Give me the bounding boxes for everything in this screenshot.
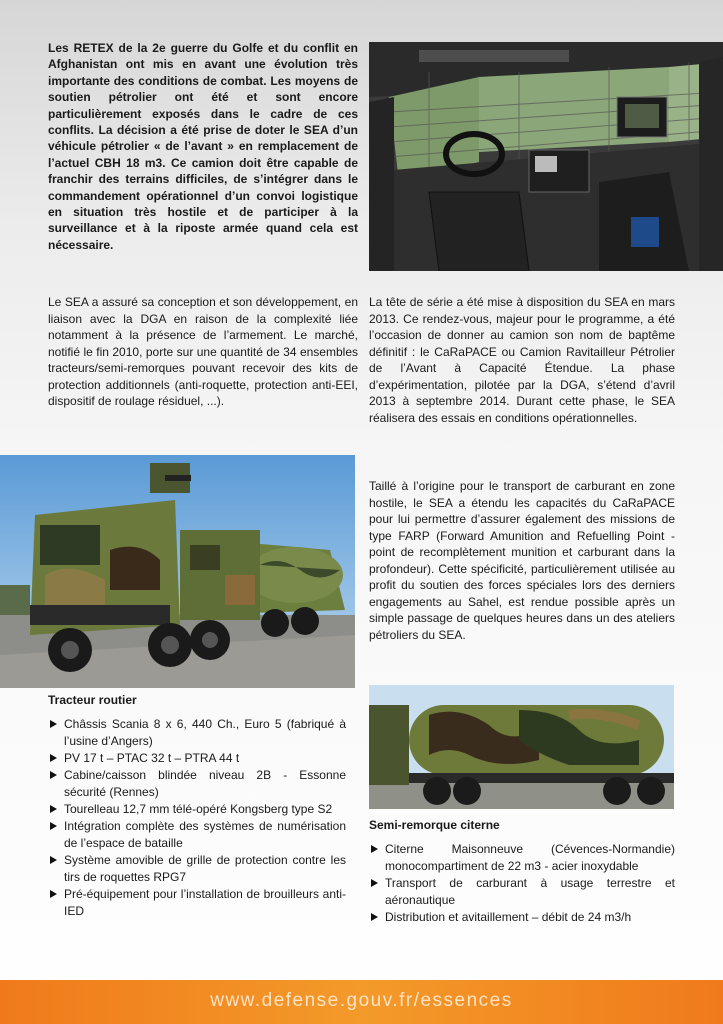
list-item: PV 17 t – PTAC 32 t – PTRA 44 t: [48, 750, 346, 767]
trailer-spec: [369, 818, 675, 926]
list-item: Distribution et avitaillement – débit de 24 m3/h: [369, 909, 675, 926]
trailer-spec-list: [369, 841, 675, 926]
list-item: Citerne Maisonneuve (Cévences-Normandie) monocompartiment de 22 m3 - acier inoxydable: [369, 841, 675, 875]
cabin-interior-photo: [369, 42, 723, 271]
farp-paragraph: Taillé à l’origine pour le transport de carburant en zone hostile, le SEA a étendu les capacités du CaRaPACE pour lui permettre d’assurer également des missions de type FARP (Forward Amunition and Refuelling Point - point de recomplètement munition et carburant dans la profondeur). Cette spécificité, particulièrement utilisée au profit du soutien des forces spéciales lors des derniers engagements au Sahel, est rendue possible après un simple passage de quelques heures dans un des ateliers pétroliers du SEA.: [369, 479, 675, 642]
list-item: Tourelleau 12,7 mm télé-opéré Kongsberg type S2: [48, 801, 346, 818]
list-item: Cabine/caisson blindée niveau 2B - Essonne sécurité (Rennes): [48, 767, 346, 801]
tractor-spec: [48, 693, 346, 920]
tanker-trailer-photo: [369, 685, 674, 809]
development-paragraph: Le SEA a assuré sa conception et son développement, en liaison avec la DGA en raison de la complexité liée notamment à la présence de l’armement. Le marché, notifié le fin 2010, porte sur une quantité de 34 ensembles tracteurs/semi-remorques pouvant recevoir des kits de protection additionnels (anti-roquette, protection anti-EEI, dispositif de roulage résiduel, ...).: [48, 295, 358, 408]
list-item: Intégration complète des systèmes de numérisation de l’espace de bataille: [48, 818, 346, 852]
footer-url-link[interactable]: www.defense.gouv.fr/essences: [210, 990, 513, 1011]
list-item: Châssis Scania 8 x 6, 440 Ch., Euro 5 (fabriqué à l’usine d’Angers): [48, 716, 346, 750]
list-item: Système amovible de grille de protection contre les tirs de roquettes RPG7: [48, 852, 346, 886]
footer-band: [0, 980, 723, 1024]
intro-paragraph: Les RETEX de la 2e guerre du Golfe et du conflit en Afghanistan ont mis en avant une évolution très importante des conditions de combat. Les moyens de soutien pétrolier ont été et sont encore particulièrement exposés dans le cadre de ces conflits. La décision a été prise de doter le SEA d’un véhicule pétrolier « de l’avant » en remplacement de l’actuel CBH 18 m3. Ce camion doit être capable de franchir des terrains difficiles, de s’intégrer dans le commandement opérationnel d’un convoi logistique en situation très hostile et de participer à la surveillance et à la riposte armée quand cela est nécessaire.: [48, 41, 358, 252]
list-item: Pré-équipement pour l’installation de brouilleurs anti-IED: [48, 886, 346, 920]
list-item: Transport de carburant à usage terrestre et aéronautique: [369, 875, 675, 909]
tractor-spec-list: [48, 716, 346, 920]
trailer-caption: Semi-remorque citerne: [369, 818, 500, 832]
tractor-truck-photo: [0, 455, 355, 688]
series-paragraph: La tête de série a été mise à disposition du SEA en mars 2013. Ce rendez-vous, majeur pour le programme, a été l’occasion de donner au camion son nom de baptême définitif : le CaRaPACE ou Camion Ravitailleur Pétrolier de l’Avant à Capacité Étendue. La phase d’expérimentation, pilotée par la DGA, s’étend d’avril 2013 à septembre 2014. Durant cette phase, le SEA réalisera des essais en conditions opérationnelles.: [369, 295, 675, 425]
tractor-caption: Tracteur routier: [48, 693, 137, 707]
